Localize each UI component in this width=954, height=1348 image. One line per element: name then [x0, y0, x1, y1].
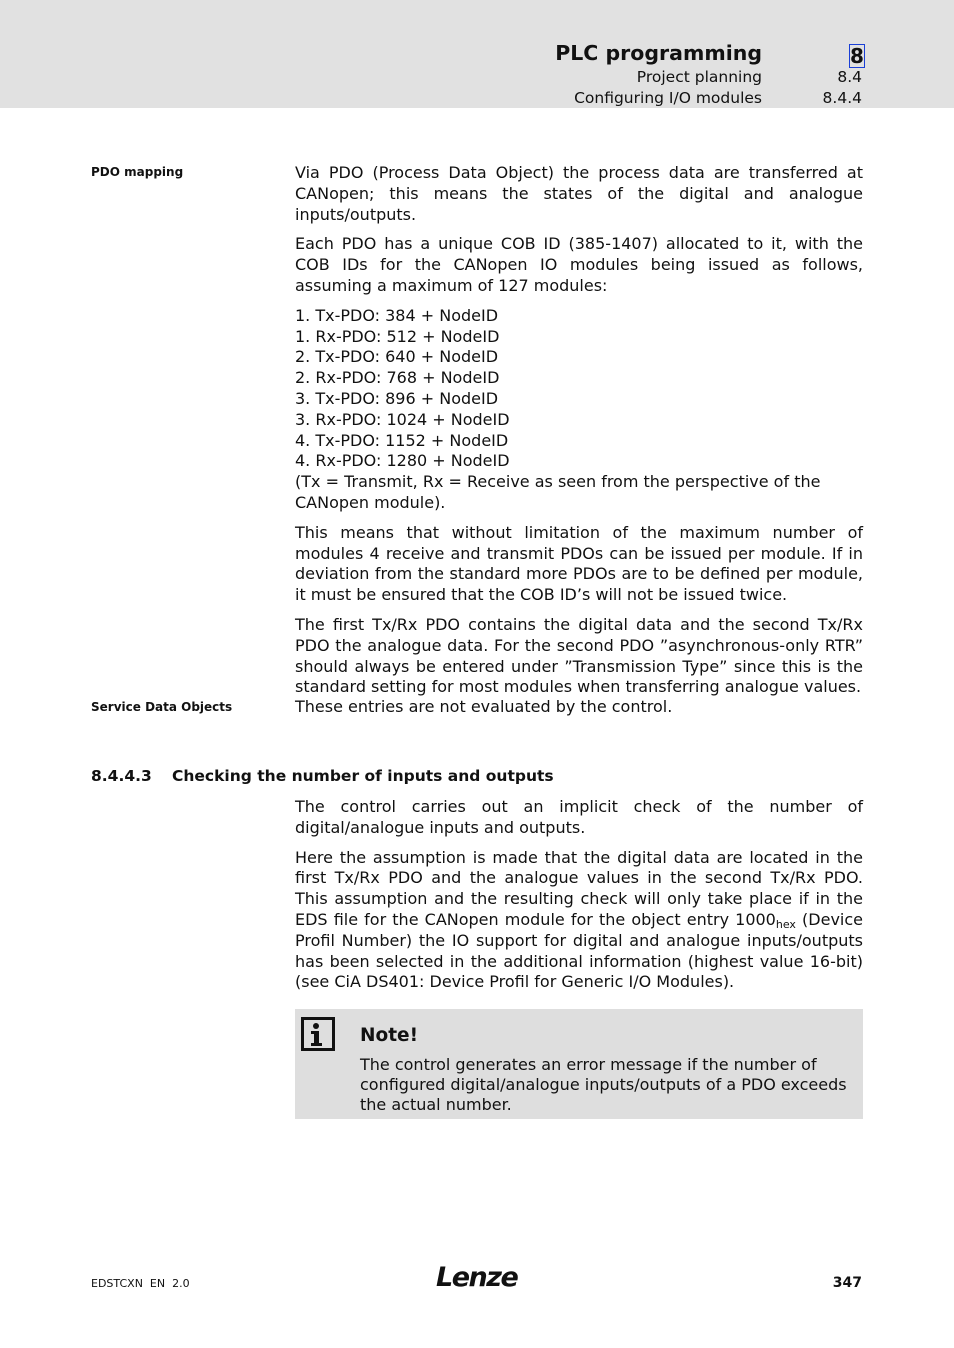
cob-id-list [295, 306, 863, 472]
list-item: 1. Rx-PDO: 512 + NodeID [295, 326, 500, 346]
paragraph-text: Here the assumption is made that the digital data are located in the first Tx/Rx PDO and the analogue values in the second Tx/Rx PDO. This assumption and the resulting check will only take place if in the EDS file for the CANopen module for the object entry 1000 [295, 847, 863, 929]
pdo-paragraph-2: Each PDO has a unique COB ID (385-1407) allocated to it, with the COB IDs for the CANopen IO modules being issued as follows, assuming a maximum of 127 modules: [295, 234, 863, 295]
subsection-label: Project planning [636, 68, 762, 86]
subsection-number: 8.4 [837, 68, 862, 86]
paragraph-text: (Device Profil Number) the IO support for digital and analogue inputs/outputs has been selected in the additional information (highest value 16-bit) (see CiA DS401: Device Profil for Generic I/O Modules). [295, 909, 864, 992]
sdo-paragraph: These entries are not evaluated by the control. [295, 697, 673, 716]
lenze-logo: Lenze [436, 1262, 518, 1293]
list-item: 4. Rx-PDO: 1280 + NodeID [295, 451, 510, 471]
sdo-side-label: Service Data Objects [91, 700, 233, 714]
list-item: 2. Rx-PDO: 768 + NodeID [295, 368, 500, 388]
subsubsection-number: 8.4.4 [822, 89, 862, 107]
chapter-number[interactable]: 8 [850, 44, 864, 68]
section-paragraph-2 [295, 848, 863, 994]
note-title: Note! [360, 1025, 419, 1046]
list-item: 2. Tx-PDO: 640 + NodeID [295, 347, 499, 367]
list-note: (Tx = Transmit, Rx = Receive as seen from the perspective of the CANopen module). [295, 472, 821, 512]
pdo-mapping-body [295, 163, 863, 707]
page-number: 347 [832, 1275, 862, 1291]
subsubsection-label: Configuring I/O modules [574, 89, 762, 107]
page-title: PLC programming [555, 41, 762, 65]
list-item: 3. Tx-PDO: 896 + NodeID [295, 388, 499, 408]
section-paragraph-1: The control carries out an implicit check of the number of digital/analogue inputs and outputs. [295, 797, 863, 837]
pdo-paragraph-3: This means that without limitation of the maximum number of modules 4 receive and transmit PDOs can be issued per module. If in deviation from the standard more PDOs are to be defined per module, it must be ensured that the COB ID’s will not be issued twice. [295, 522, 863, 605]
pdo-paragraph-1: Via PDO (Process Data Object) the process data are transferred at CANopen; this means the states of the digital and analogue inputs/outputs. [295, 163, 863, 224]
list-item: 1. Tx-PDO: 384 + NodeID [295, 305, 499, 325]
pdo-paragraph-4: The first Tx/Rx PDO contains the digital data and the second Tx/Rx PDO the analogue data. For the second PDO ”asynchronous-only RTR” should always be entered under ”Transmission Type” since this is the standard setting for most modules when transferring analogue values. [295, 614, 863, 697]
document-id: EDSTCXN EN 2.0 [91, 1277, 190, 1290]
list-item: 3. Rx-PDO: 1024 + NodeID [295, 409, 510, 429]
header-band [0, 0, 954, 108]
pdo-mapping-side-label: PDO mapping [91, 165, 184, 179]
section-title: Checking the number of inputs and outputs [172, 767, 554, 785]
section-number: 8.4.4.3 [91, 767, 152, 785]
section-body [295, 797, 863, 1002]
note-text: The control generates an error message if the number of configured digital/analogue inputs/outputs of a PDO exceeds the actual number. [360, 1055, 847, 1115]
sdo-body [295, 697, 863, 727]
note-box [295, 1009, 863, 1119]
list-item: 4. Tx-PDO: 1152 + NodeID [295, 430, 509, 450]
hex-subscript: hex [775, 917, 796, 931]
info-icon [301, 1017, 335, 1051]
